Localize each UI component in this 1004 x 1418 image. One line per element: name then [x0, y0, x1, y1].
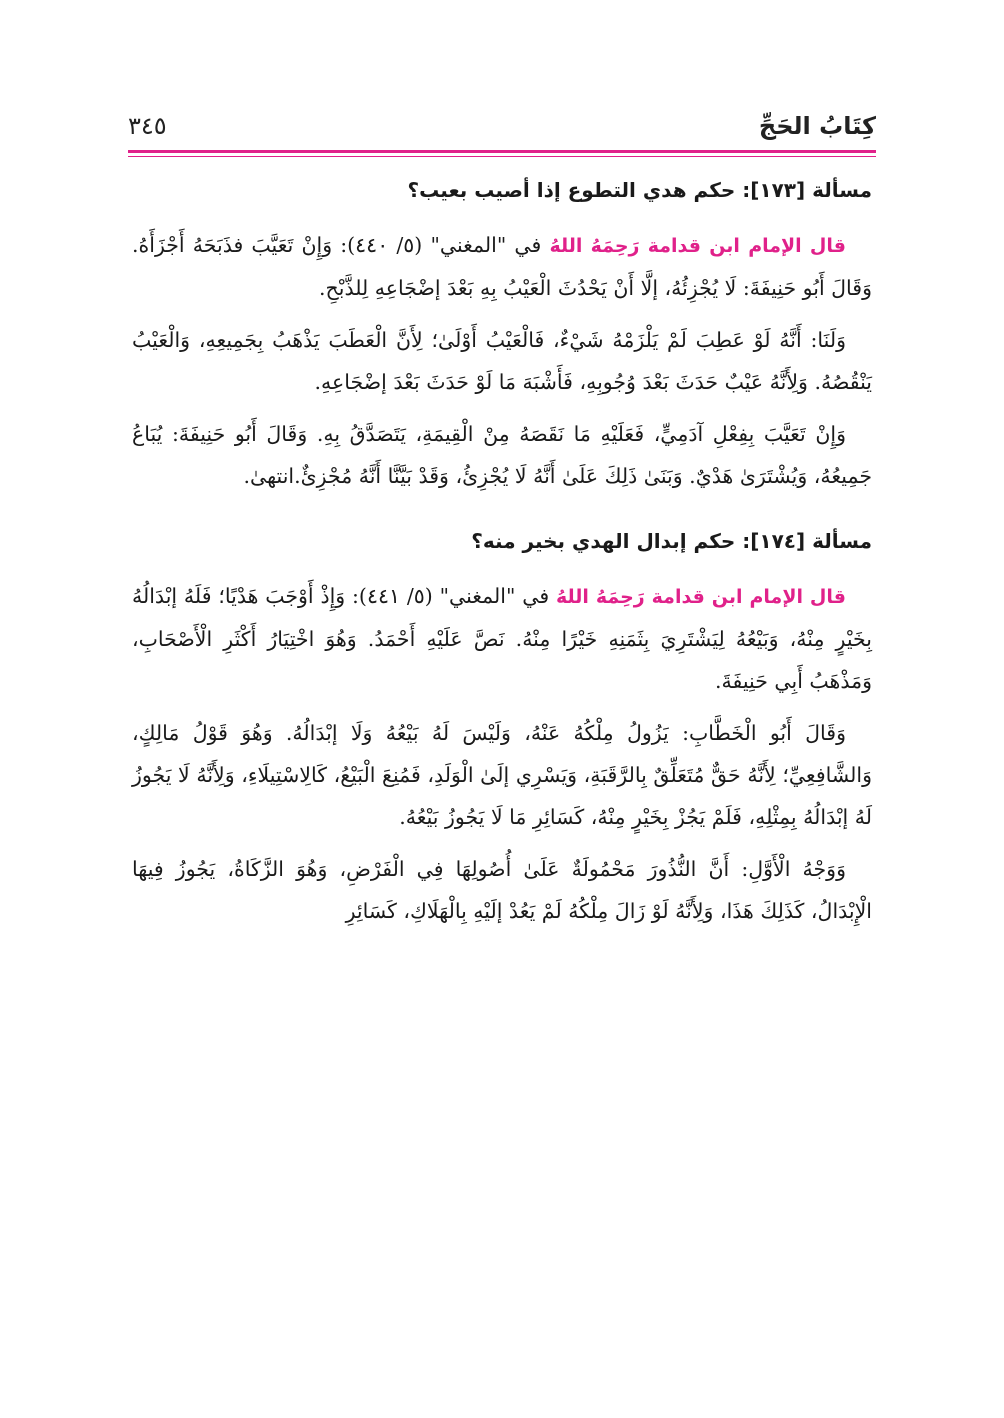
paragraph-text: في "المغني" (٥/ ٤٤٠): وَإِنْ تَعَيَّبَ فذَبَحَهُ أَجْزَأَهُ. وَقَالَ أَبُو حَنِيفَةَ: لَا يُجْزِئُهُ، إلَّا أَنْ يَحْدُثَ الْعَيْبُ بِهِ بَعْدَ إضْجَاعِهِ لِلذَّبْحِ. — [132, 233, 872, 300]
running-header — [128, 112, 876, 148]
page-number: ٣٤٥ — [128, 112, 167, 140]
paragraph: وَلَنَا: أَنَّهُ لَوْ عَطِبَ لَمْ يَلْزَمْهُ شَيْءٌ، فَالْعَيْبُ أَوْلَىٰ؛ لِأَنَّ الْعَطَبَ يَذْهَبُ بِجَمِيعِهِ، وَالْعَيْبُ يَنْقُصُهُ. وَلِأَنَّهُ عَيْبٌ حَدَثَ بَعْدَ وُجُوبِهِ، فَأَشْبَهَ مَا لَوْ حَدَثَ بَعْدَ إضْجَاعِهِ. — [132, 328, 872, 394]
paragraph: وَإِنْ تَعَيَّبَ بِفِعْلِ آدَمِيٍّ، فَعَلَيْهِ مَا نَقَصَهُ مِنْ الْقِيمَةِ، يَتَصَدَّقُ بِهِ. وَقَالَ أَبُو حَنِيفَةَ: يُبَاعُ جَمِيعُهُ، وَيُشْتَرَىٰ هَدْيٌ. وَبَنَىٰ ذَلِكَ عَلَىٰ أَنَّهُ لَا يُجْزِئُ، وَقَدْ بَيَّنَّا أَنَّهُ مُجْزِئٌ.انتهىٰ. — [132, 422, 872, 488]
quote-attribution: قال الإمام ابن قدامة رَحِمَهُ اللهُ — [549, 235, 846, 257]
paragraph — [132, 224, 872, 309]
book-title: كِتَابُ الحَجِّ — [758, 112, 876, 140]
paragraph: وَوَجْهُ الْأَوَّلِ: أَنَّ النُّذُورَ مَحْمُولَةٌ عَلَىٰ أُصُولِهَا فِي الْفَرْضِ، وَهُوَ الزَّكَاةُ، يَجُوزُ فِيهَا الْإِبْدَالُ، كَذَلِكَ هَذَا، وَلِأَنَّهُ لَوْ زَالَ مِلْكُهُ لَمْ يَعُدْ إلَيْهِ بِالْهَلَاكِ، كَسَائِرِ — [132, 857, 872, 923]
header-rule-thin — [128, 156, 876, 157]
issue-heading-173: مسألة [١٧٣]: حكم هدي التطوع إذا أصيب بعيب؟ — [407, 178, 872, 202]
paragraph-text: في "المغني" (٥/ ٤٤١): وَإِذْ أَوْجَبَ هَدْيًا؛ فَلَهُ إبْدَالُهُ بِخَيْرٍ مِنْهُ، وَبَيْعُهُ لِيَشْتَرِيَ بِثَمَنِهِ خَيْرًا مِنْهُ. نَصَّ عَلَيْهِ أَحْمَدُ. وَهُوَ اخْتِيَارُ أَكْثَرِ الْأَصْحَابِ، وَمَذْهَبُ أَبِي حَنِيفَةَ. — [132, 584, 872, 693]
paragraph: وَقَالَ أَبُو الْخَطَّابِ: يَزُولُ مِلْكُهُ عَنْهُ، وَلَيْسَ لَهُ بَيْعُهُ وَلَا إبْدَالُهُ. وَهُوَ قَوْلُ مَالِكٍ، وَالشَّافِعِيِّ؛ لِأَنَّهُ حَقٌّ مُتَعَلِّقٌ بِالرَّقَبَةِ، وَيَسْرِي إلَىٰ الْوَلَدِ، فَمُنِعَ الْبَيْعُ، كَالِاسْتِيلَاءِ، وَلِأَنَّهُ لَا يَجُوزُ لَهُ إبْدَالُهُ بِمِثْلِهِ، فَلَمْ يَجُزْ بِخَيْرٍ مِنْهُ، كَسَائِرِ مَا لَا يَجُوزُ بَيْعُهُ. — [132, 721, 872, 829]
page-body — [132, 164, 872, 942]
header-rule-thick — [128, 150, 876, 153]
paragraph — [132, 575, 872, 702]
quote-attribution: قال الإمام ابن قدامة رَحِمَهُ اللهُ — [555, 586, 846, 608]
issue-heading-174: مسألة [١٧٤]: حكم إبدال الهدي بخير منه؟ — [471, 529, 872, 553]
